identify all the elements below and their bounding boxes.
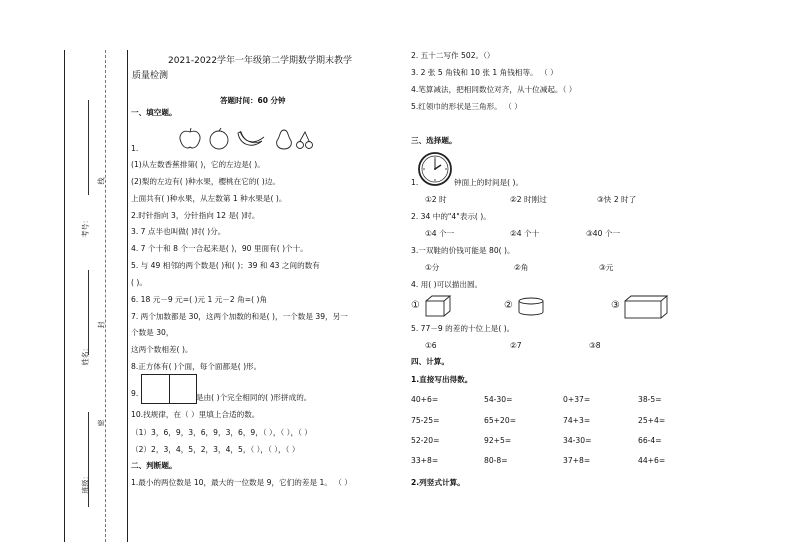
seal-mark: 封	[97, 321, 106, 329]
q5-line2: ( )。	[131, 278, 147, 287]
q7-line1: 7. 两个加数都是 30，这两个加数的和是( )，一个数是 39，另一	[131, 312, 348, 321]
section4-sub1: 1.直接写出得数。	[411, 375, 473, 384]
choice-q1-opt1: ①2 时	[425, 195, 447, 204]
judge-q5: 5.红领巾的形状是三角形。 （ ）	[411, 102, 522, 111]
calc-r4-c3: 37+8=	[563, 456, 591, 465]
calc-r4-c4: 44+6=	[638, 456, 666, 465]
q9: 是由( )个完全相同的( )形拼成的。	[196, 393, 312, 402]
name-label: 姓名：	[81, 344, 90, 366]
choice-q1-number: 1.	[411, 178, 419, 187]
calc-r1-c3: 0+37=	[563, 395, 591, 404]
choice-q3-opt1: ①分	[425, 263, 440, 272]
banana-icon	[238, 131, 264, 145]
q4: 4. 7 个十和 8 个一合起来是( )，90 里面有( )个十。	[131, 244, 308, 253]
cherry-icon	[297, 132, 313, 149]
class-label: 班级：	[81, 472, 90, 494]
choice-q4: 4. 用( )可以描出圆。	[411, 280, 483, 289]
q6: 6. 18 元－9 元=( )元 1 元－2 角=( )角	[131, 295, 268, 304]
choice-q5: 5. 77－9 的差的十位上是( )。	[411, 324, 515, 333]
choice-q4-opt2: ②	[504, 300, 513, 311]
cuboid-icon	[624, 295, 668, 319]
line-mark: 线	[97, 177, 106, 185]
calc-r1-c1: 40+6=	[411, 395, 439, 404]
choice-q4-opt1: ①	[411, 300, 420, 311]
q10-part1: （1）3，6，9，3，6，9，3，6，9，（ ），（ ），（ ）	[131, 428, 312, 437]
exam-no-label: 考号：	[81, 216, 90, 238]
apple-icon	[180, 128, 200, 148]
square-divider	[169, 375, 170, 403]
calc-r2-c2: 65+20=	[484, 416, 517, 425]
q1-part-a: (1)从左数香蕉排第( )，它的左边是( )。	[131, 160, 265, 169]
choice-q4-opt3: ③	[611, 300, 620, 311]
q7-line3: 这两个数相差( )。	[131, 345, 193, 354]
fruit-row	[178, 127, 318, 151]
choice-q5-opt3: ③8	[589, 341, 601, 350]
fold-line	[105, 50, 106, 542]
section4-sub2: 2.列竖式计算。	[411, 478, 465, 487]
q10: 10.找规律，在（ ）里填上合适的数。	[131, 410, 260, 419]
orange-icon	[210, 128, 228, 149]
pear-icon	[277, 130, 292, 149]
judge-q1: 1.最小的两位数是 10，最大的一位数是 9，它们的差是 1。 （ ）	[131, 478, 352, 487]
cylinder-icon	[518, 297, 544, 317]
choice-q2-opt1: ①4 个一	[425, 229, 455, 238]
q2: 2.时针指向 3，分针指向 12 是( )时。	[131, 211, 260, 220]
calc-r3-c4: 66-4=	[638, 436, 662, 445]
judge-q3: 3. 2 张 5 角钱和 10 张 1 角钱相等。 （ ）	[411, 68, 558, 77]
calc-r2-c1: 75-25=	[411, 416, 440, 425]
choice-q1: 钟面上的时间是( )。	[454, 178, 524, 187]
q3: 3. 7 点半也叫做( )时( )分。	[131, 227, 226, 236]
calc-r2-c4: 25+4=	[638, 416, 666, 425]
calc-r4-c1: 33+8=	[411, 456, 439, 465]
q1-number: 1.	[131, 144, 139, 153]
page-title-line2: 质量检测	[132, 71, 169, 81]
binding-margin	[64, 50, 128, 542]
choice-q1-opt2: ②2 时刚过	[510, 195, 547, 204]
choice-q5-opt1: ①6	[425, 341, 437, 350]
choice-q2-opt3: ③40 个一	[586, 229, 621, 238]
calc-r4-c2: 80-8=	[484, 456, 508, 465]
choice-q1-opt3: ③快 2 时了	[597, 195, 637, 204]
choice-q3: 3.一双鞋的价钱可能是 80( )。	[411, 246, 515, 255]
time-label: 答题时间：60 分钟	[220, 96, 286, 105]
q10-part2: （2）2，3，4，5，2，3，4，5，（ ），（ ），（ ）	[131, 445, 300, 454]
calc-r3-c1: 52-20=	[411, 436, 440, 445]
q5-line1: 5. 与 49 相邻的两个数是( )和( )；39 和 43 之间的数有	[131, 261, 320, 270]
q7-line2: 个数是 30，	[131, 328, 174, 337]
choice-q3-opt2: ②角	[514, 263, 529, 272]
clock-icon	[418, 152, 452, 186]
name-underline	[88, 270, 89, 355]
calc-r1-c2: 54-30=	[484, 395, 513, 404]
section4-heading: 四、计算。	[411, 357, 449, 366]
choice-q5-opt2: ②7	[510, 341, 522, 350]
judge-q4: 4.笔算减法，把相同数位对齐，从十位减起。（ ）	[411, 85, 577, 94]
section1-heading: 一、填空题。	[131, 108, 177, 117]
calc-r1-c4: 38-5=	[638, 395, 662, 404]
q1-part-c: 上面共有( )种水果，从左数第 1 种水果是( )。	[131, 194, 287, 203]
q1-part-b: (2)梨的左边有( )种水果，樱桃在它的( )边。	[131, 177, 280, 186]
two-squares-figure	[141, 374, 197, 404]
q9-number: 9.	[131, 389, 139, 398]
exam-no-underline	[88, 100, 89, 195]
section2-heading: 二、判断题。	[131, 461, 177, 470]
q8: 8.正方体有( )个面，每个面都是( )形。	[131, 362, 262, 371]
page-title: 2021-2022学年一年级第二学期数学期末教学	[168, 56, 353, 66]
choice-q2: 2. 34 中的"4"表示( )。	[411, 212, 491, 221]
cube-icon	[425, 295, 453, 317]
dense-mark: 密	[97, 419, 106, 427]
choice-q2-opt2: ②4 个十	[510, 229, 540, 238]
choice-q3-opt3: ③元	[599, 263, 614, 272]
calc-r3-c3: 34-30=	[563, 436, 592, 445]
section3-heading: 三、选择题。	[411, 136, 457, 145]
judge-q2: 2. 五十二写作 502。（）	[411, 51, 495, 60]
calc-r2-c3: 74+3=	[563, 416, 591, 425]
calc-r3-c2: 92+5=	[484, 436, 512, 445]
